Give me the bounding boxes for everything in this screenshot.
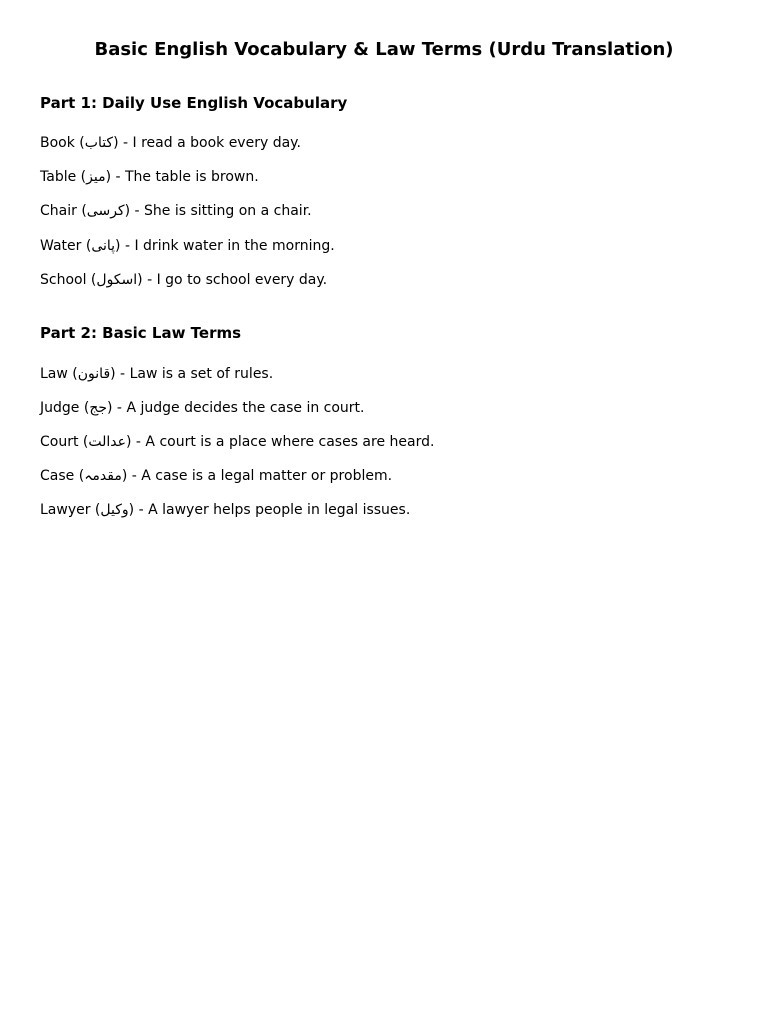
entry-sentence: She is sitting on a chair. — [144, 203, 312, 219]
entry-urdu: قانون — [77, 366, 111, 382]
entry-sentence: The table is brown. — [125, 169, 259, 185]
vocab-entry-table: Table (میز) - The table is brown. — [40, 169, 259, 185]
entry-urdu: کرسی — [86, 203, 125, 219]
entry-word: Lawyer — [40, 502, 91, 518]
entry-word: Book — [40, 135, 75, 151]
entry-urdu: مقدمہ — [84, 468, 122, 484]
law-entry-court: Court (عدالت) - A court is a place where cases are heard. — [40, 434, 435, 450]
vocab-entry-school: School (اسکول) - I go to school every day. — [40, 272, 328, 288]
entry-sentence: Law is a set of rules. — [129, 366, 274, 382]
entry-word: Chair — [40, 203, 77, 219]
entry-sentence: A case is a legal matter or problem. — [141, 468, 393, 484]
entry-urdu: وکیل — [100, 502, 129, 518]
vocab-entry-chair: Chair (کرسی) - She is sitting on a chair. — [40, 203, 312, 219]
entry-sentence: A judge decides the case in court. — [126, 400, 365, 416]
entry-urdu: اسکول — [96, 272, 138, 288]
entry-word: Table — [40, 169, 77, 185]
entry-word: Case — [40, 468, 75, 484]
entry-word: School — [40, 272, 87, 288]
entry-sentence: I go to school every day. — [156, 272, 328, 288]
entry-sentence: I drink water in the morning. — [134, 238, 335, 254]
entry-urdu: میز — [86, 169, 106, 185]
section-heading-law-terms: Part 2: Basic Law Terms — [40, 324, 242, 342]
entry-word: Judge — [40, 400, 80, 416]
entry-sentence: A court is a place where cases are heard. — [145, 434, 435, 450]
entry-urdu: پانی — [91, 238, 116, 254]
vocab-entry-water: Water (پانی) - I drink water in the morning. — [40, 238, 335, 254]
page-title: Basic English Vocabulary & Law Terms (Urdu Translation) — [94, 39, 674, 60]
vocab-entry-book: Book (کتاب) - I read a book every day. — [40, 135, 301, 151]
law-entry-law: Law (قانون) - Law is a set of rules. — [40, 366, 274, 382]
law-entry-case: Case (مقدمہ) - A case is a legal matter or problem. — [40, 468, 393, 484]
entry-urdu: کتاب — [84, 135, 114, 151]
entry-word: Court — [40, 434, 79, 450]
section-heading-vocabulary: Part 1: Daily Use English Vocabulary — [40, 94, 348, 112]
entry-urdu: جج — [89, 400, 108, 416]
law-entry-judge: Judge (جج) - A judge decides the case in court. — [40, 400, 365, 416]
entry-urdu: عدالت — [88, 434, 126, 450]
entry-word: Law — [40, 366, 68, 382]
entry-sentence: I read a book every day. — [132, 135, 301, 151]
entry-word: Water — [40, 238, 82, 254]
entry-sentence: A lawyer helps people in legal issues. — [148, 502, 411, 518]
law-entry-lawyer: Lawyer (وکیل) - A lawyer helps people in legal issues. — [40, 502, 411, 518]
